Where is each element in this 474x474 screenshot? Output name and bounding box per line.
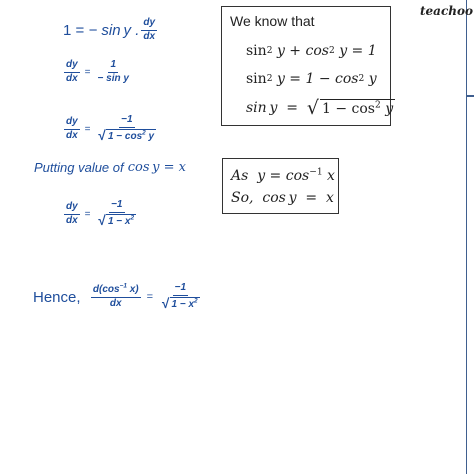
identity-box xyxy=(221,6,394,126)
substitution-row-2: So, cos y = x xyxy=(231,190,334,206)
conclusion-word: Hence, xyxy=(33,288,81,306)
identity-box-header: We know that xyxy=(230,13,315,29)
step-5-rhs-fraction: −1 √ $1 - x^2$ xyxy=(97,199,135,228)
step-2-rhs-fraction: $\frac{1}{\text{− sin y}}$ xyxy=(97,59,129,84)
identity-row-2: sin 2 y = 1 − cos 2 y xyxy=(246,71,377,87)
sqrt-symbol: √ $1 - x^2$ xyxy=(161,295,198,311)
step-1-fraction: $\frac{dy}{dx}$ xyxy=(143,17,156,42)
sqrt-symbol: √ $1 - x^2$ xyxy=(97,212,135,228)
conclusion-rhs-fraction: −1 √ $1 - x^2$ xyxy=(161,282,198,311)
right-border-line xyxy=(466,0,467,474)
brand-logo: teachoo xyxy=(420,4,473,18)
substitution-row-1: As $y = \cos^{-1} x$ xyxy=(231,167,335,184)
step-2-lhs-fraction: $\frac{dy}{dx}$ xyxy=(66,59,78,84)
step-4-text: Putting value of xyxy=(34,160,124,175)
conclusion: Hence, $\frac{d(\cos^{-1} x)}{dx}$ = −1 √ $1 - x^2$ xyxy=(33,283,204,311)
step-1-rhs: − sin y . xyxy=(88,21,140,39)
scroll-marker xyxy=(466,95,474,97)
conclusion-lhs-fraction: $\frac{d(\cos^{-1} x)}{dx}$ xyxy=(92,282,139,309)
identity-row-1: sin 2 y + cos 2 y = 1 xyxy=(246,43,377,59)
step-4 xyxy=(34,160,186,175)
identity-row-3: sin y = √ $1 - \cos^2 y$ xyxy=(246,97,394,119)
step-5: $\frac{dy}{dx}$ = −1 √ $1 - x^2$ xyxy=(62,200,140,228)
step-1-lhs: 1 = xyxy=(63,21,85,39)
step-3-rhs-fraction: −1 √ $1 - \cos^2 y$ xyxy=(97,114,155,143)
sqrt-symbol: √ $1 - \cos^2 y$ xyxy=(97,127,155,143)
step-4-expr: cos y = x xyxy=(127,160,186,175)
step-2: $\frac{dy}{dx}$ = $\frac{1}{\text{− sin y}}$ xyxy=(66,59,129,84)
sqrt-symbol: √ $1 - \cos^2 y$ xyxy=(306,97,394,119)
substitution-box xyxy=(222,158,339,214)
step-1 xyxy=(63,18,159,42)
step-5-lhs-fraction: $\frac{dy}{dx}$ xyxy=(66,201,78,226)
step-3: $\frac{dy}{dx}$ = −1 √ $1 - \cos^2 y$ xyxy=(62,115,160,143)
step-3-lhs-fraction: $\frac{dy}{dx}$ xyxy=(66,116,78,141)
